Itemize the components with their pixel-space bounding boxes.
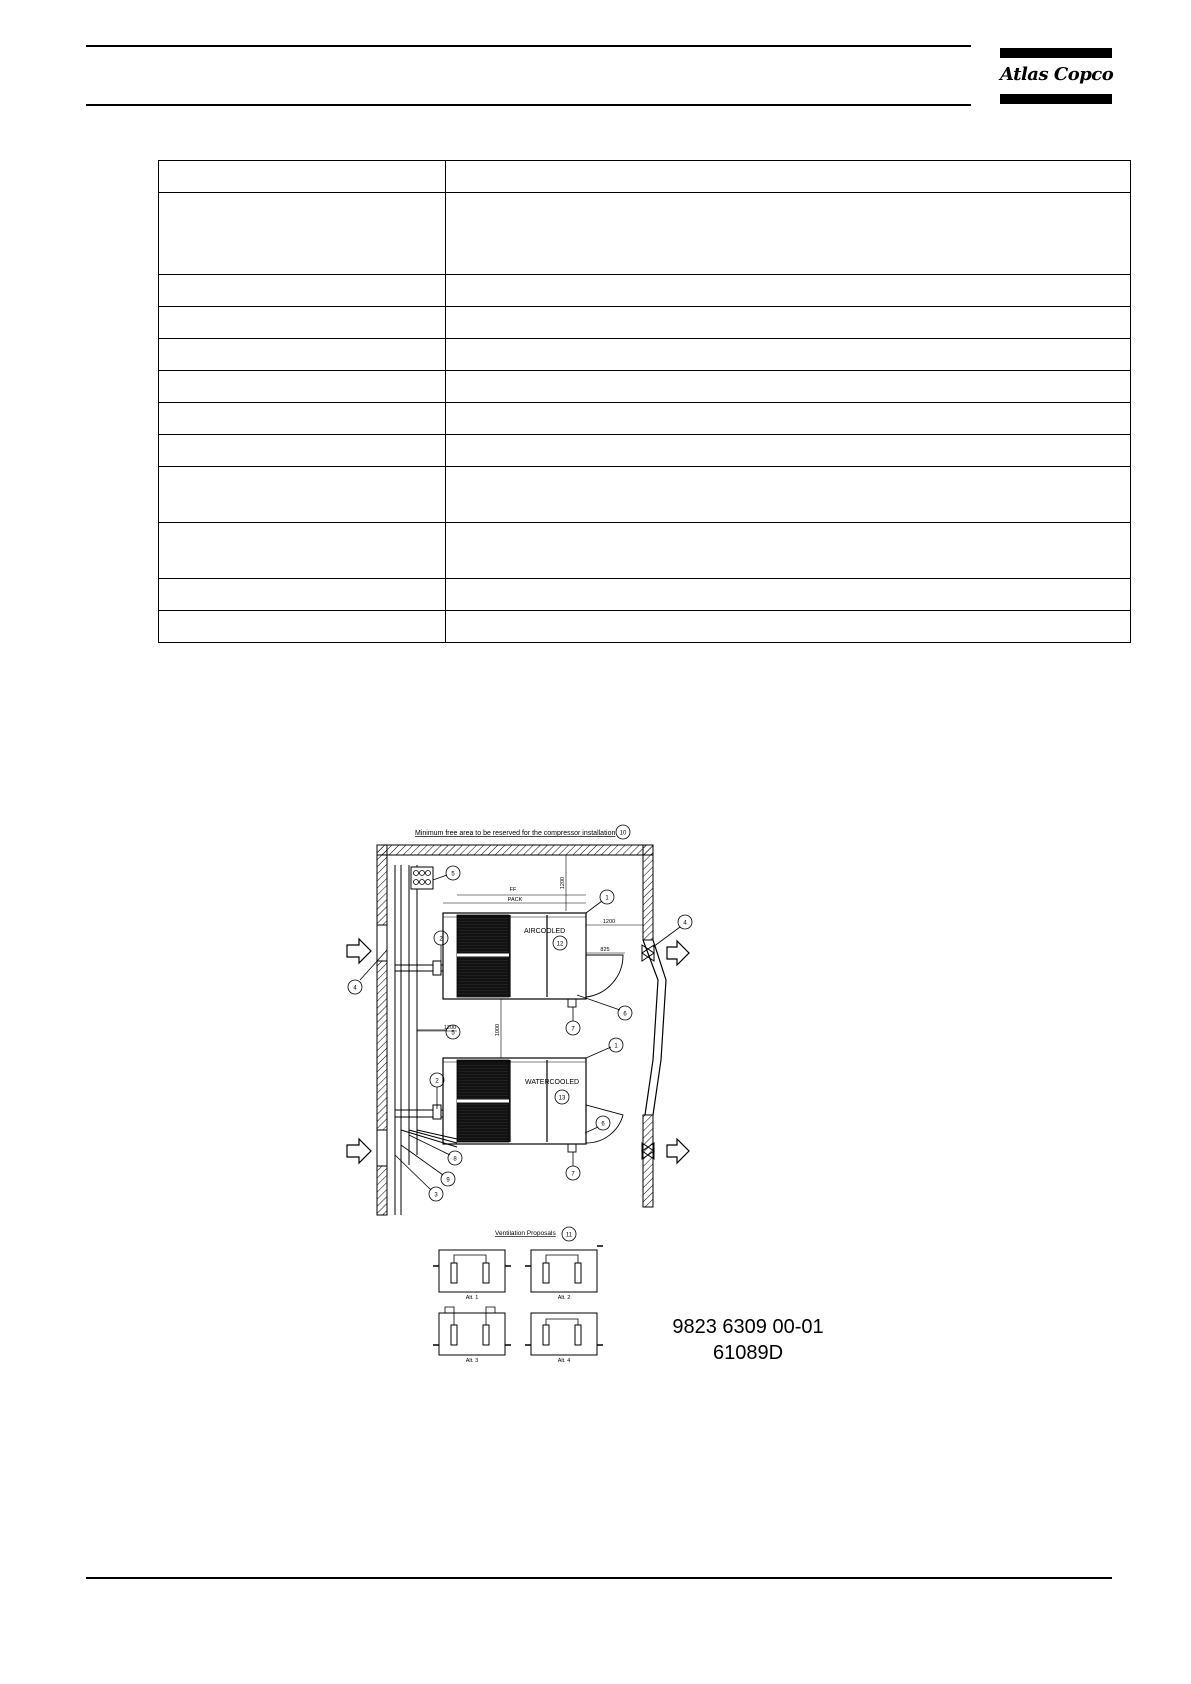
ventilation-alt-1 — [433, 1250, 511, 1292]
callout-9: 9 — [446, 1177, 450, 1184]
table-row — [159, 193, 1131, 275]
aircooled-label: AIRCOOLED — [524, 928, 566, 935]
callout-1: 1 — [614, 1043, 618, 1050]
alt-3-label: Alt. 3 — [465, 1358, 479, 1364]
outlet-arrow-icon — [667, 1139, 689, 1163]
callout-2: 2 — [435, 1078, 439, 1085]
dim-1000: 1000 — [495, 1023, 501, 1037]
door-swing — [586, 955, 623, 997]
table-row — [159, 161, 1131, 193]
spec-table — [158, 160, 1131, 643]
louvre-bottom — [377, 1130, 387, 1166]
dim-1200: 1200 — [602, 919, 616, 925]
header-rule-bottom — [86, 104, 971, 106]
callout-4: 4 — [353, 985, 357, 992]
dim-1200: 1200 — [560, 876, 566, 890]
dim-1200: 1200 — [443, 1025, 457, 1031]
alt-4-label: Alt. 4 — [557, 1358, 571, 1364]
footer-rule — [86, 1577, 1112, 1579]
ventilation-alt-4 — [525, 1313, 603, 1355]
outlet-arrow-icon — [667, 941, 689, 965]
alt-2-label: Alt. 2 — [557, 1295, 571, 1301]
document-code: 61089D — [712, 1342, 784, 1364]
table-row — [159, 611, 1131, 643]
callout-1: 1 — [605, 895, 609, 902]
watercooled-label: WATERCOOLED — [525, 1079, 580, 1086]
callout-11: 11 — [565, 1232, 573, 1239]
inlet-arrow-icon — [347, 939, 371, 963]
callout-12: 12 — [556, 941, 564, 948]
free-area-caption: Minimum free area to be reserved for the compressor installation — [415, 830, 616, 837]
header-rule-top — [86, 45, 971, 47]
table-row — [159, 339, 1131, 371]
ventilation-title: Ventilation Proposals — [495, 1230, 556, 1237]
table-row — [159, 579, 1131, 611]
table-row — [159, 275, 1131, 307]
brand-wordmark: Atlas Copco — [1000, 64, 1114, 85]
callout-5: 5 — [451, 871, 455, 878]
table-row — [159, 307, 1131, 339]
callout-7: 7 — [571, 1026, 575, 1033]
alt-1-label: Alt. 1 — [465, 1295, 479, 1301]
atlas-copco-logo — [1000, 48, 1112, 104]
document-number: 9823 6309 00-01 — [672, 1316, 824, 1338]
table-row — [159, 371, 1131, 403]
table-row — [159, 523, 1131, 579]
document-number-block — [668, 1314, 828, 1366]
pipe-rack — [395, 865, 417, 1215]
ventilation-alt-2 — [525, 1246, 603, 1292]
inlet-arrow-icon — [347, 1139, 371, 1163]
dim-825: 825 — [600, 947, 610, 953]
dim-ff: FF — [509, 887, 517, 893]
callout-13: 13 — [558, 1095, 566, 1102]
callout-4: 4 — [683, 920, 687, 927]
callout-6: 6 — [601, 1121, 605, 1128]
compressor-unit-aircooled — [443, 913, 586, 999]
callout-2: 2 — [439, 936, 443, 943]
callout-5: 5 — [451, 1030, 455, 1037]
table-row — [159, 467, 1131, 523]
callout-7: 7 — [571, 1171, 575, 1178]
dim-pack: PACK — [507, 897, 523, 903]
callout-10: 10 — [619, 830, 627, 837]
callout-8: 8 — [453, 1156, 457, 1163]
callout-6: 6 — [623, 1011, 627, 1018]
callout-3: 3 — [434, 1192, 438, 1199]
table-row — [159, 403, 1131, 435]
table-row — [159, 435, 1131, 467]
ventilation-alt-3 — [433, 1307, 511, 1355]
